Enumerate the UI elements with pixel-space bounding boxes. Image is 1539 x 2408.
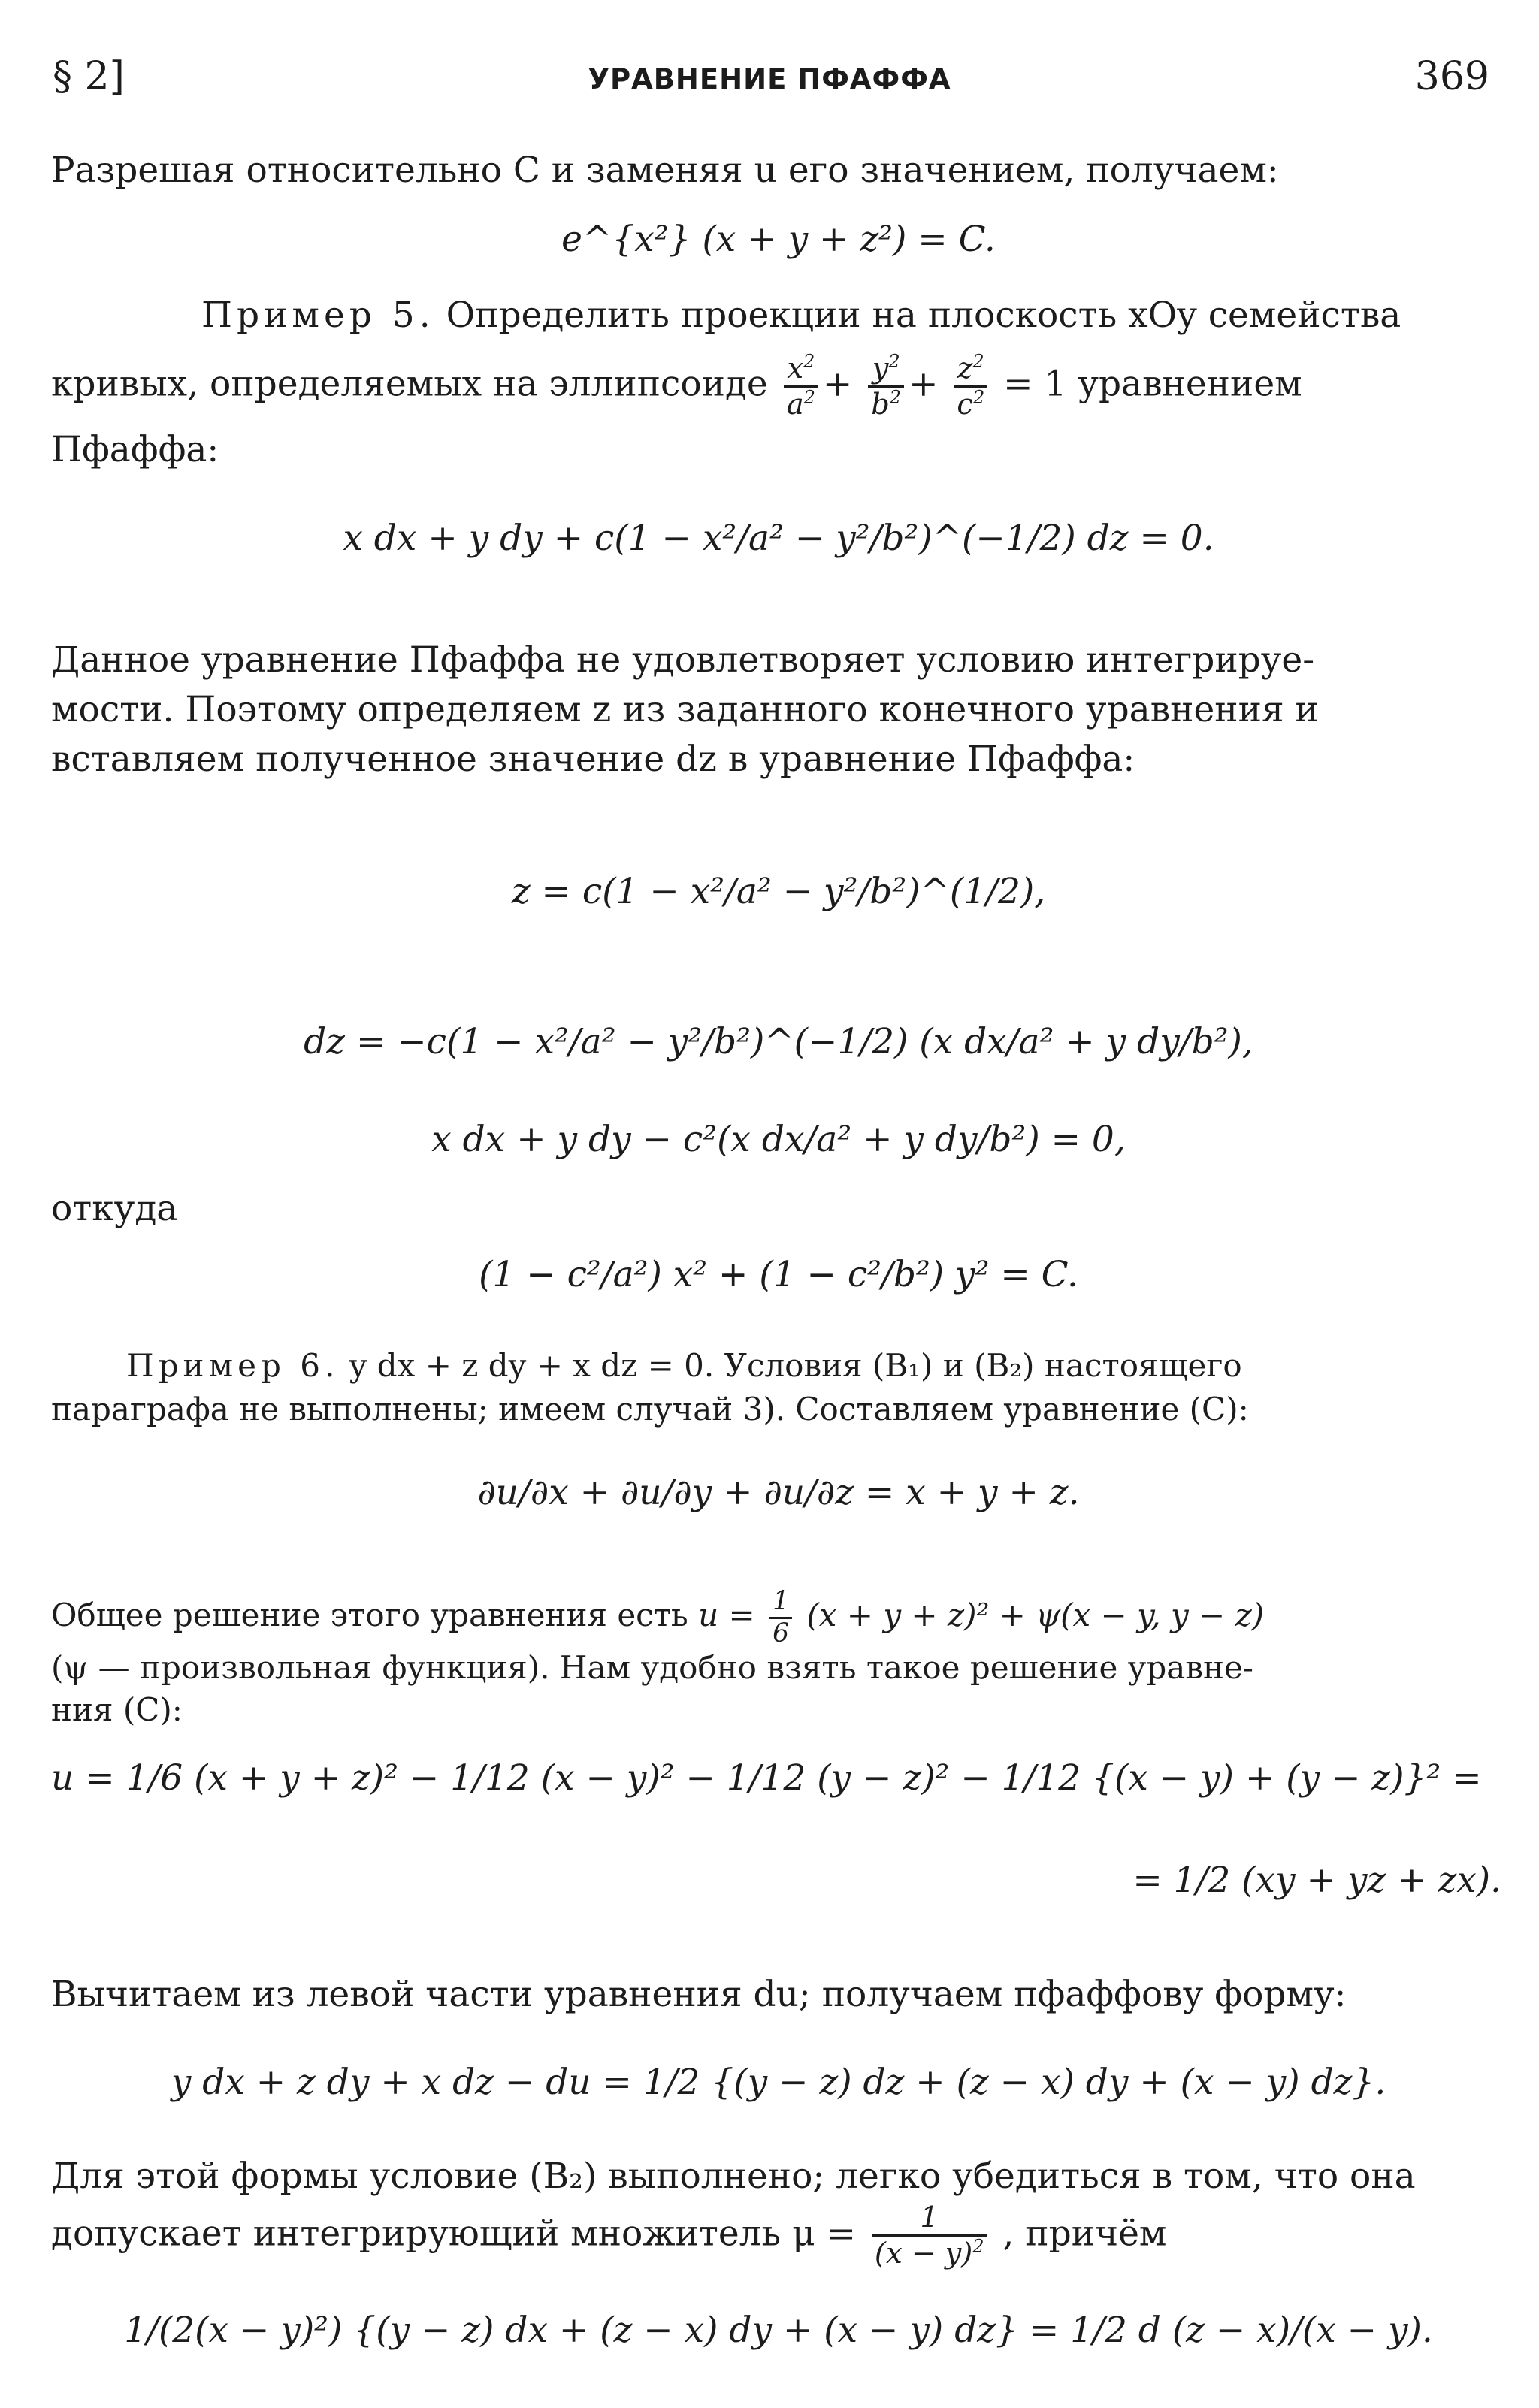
equation-1: e^{x²} (x + y + z²) = C. <box>561 219 996 260</box>
paragraph-3-line-1 <box>51 1587 1506 1648</box>
paragraph-5-line-2 <box>51 2201 1506 2271</box>
paragraph-5-text: допускает интегрирующий множитель μ = <box>51 2213 856 2255</box>
equation-4: dz = −c(1 − x²/a² − y²/b²)^(−1/2) (x dx/a² + y dy/b²), <box>304 1021 1253 1062</box>
example-6-line-1 <box>51 1348 1506 1384</box>
example-6-label: Пример 6. <box>126 1347 340 1384</box>
word-otkuda: откуда <box>51 1188 178 1229</box>
equation-5: x dx + y dy − c²(x dx/a² + y dy/b²) = 0, <box>431 1119 1126 1160</box>
equation-8-line-1: u = 1/6 (x + y + z)² − 1/12 (x − y)² − 1/12 (y − z)² − 1/12 {(x − y) + (y − z)}² = <box>51 1757 1482 1799</box>
paragraph-line: Разрешая относительно C и заменяя u его значением, получаем: <box>51 150 1279 191</box>
example-5-line-1 <box>51 295 1506 336</box>
running-title: УРАВНЕНИЕ ПФАФФА <box>588 63 951 95</box>
equation-7: ∂u/∂x + ∂u/∂y + ∂u/∂z = x + y + z. <box>477 1472 1080 1513</box>
paragraph-3-text: Общее решение этого уравнения есть <box>51 1597 688 1634</box>
example-5-line-2 <box>51 352 1506 421</box>
equation-10: 1/(2(x − y)²) {(y − z) dx + (z − x) dy + (x − y) dz} = 1/2 d (z − x)/(x − y). <box>124 2310 1433 2351</box>
ellipsoid-equation: $\frac{x^2}{a^2}$ + $\frac{y^2}{b^2}$ + $\frac{z^2}{c^2}$ <box>779 364 1003 405</box>
example-5-text-3: = 1 уравнением <box>1003 363 1302 405</box>
paragraph-line: мости. Поэтому определяем z из заданного конечного уравнения и <box>51 689 1319 730</box>
equation-3: z = c(1 − x²/a² − y²/b²)^(1/2), <box>511 871 1046 912</box>
equation-9: y dx + z dy + x dz − du = 1/2 {(y − z) dz + (z − x) dy + (x − y) dz}. <box>171 2062 1386 2103</box>
example-5-text: Определить проекции на плоскость xOy семейства <box>446 295 1401 336</box>
paragraph-line: (ψ — произвольная функция). Нам удобно взять такое решение уравне- <box>51 1649 1253 1686</box>
general-solution: u = $\frac{1}{6}$ (x + y + z)² + ψ(x − y, y − z) <box>698 1586 1265 1648</box>
integrating-factor: $\frac{1}{(x - y)^2}$ <box>872 2201 987 2271</box>
paragraph-line: Данное уравнение Пфаффа не удовлетворяет условию интегрируе- <box>51 639 1315 681</box>
paragraph-line: вставляем полученное значение dz в уравнение Пфаффа: <box>51 739 1135 780</box>
paragraph-line: Для этой формы условие (B₂) выполнено; легко убедиться в том, что она <box>51 2156 1416 2197</box>
example-5-label: Пример 5. <box>201 295 435 336</box>
example-5-line-3: Пфаффа: <box>51 429 219 470</box>
page-number: 369 <box>1414 54 1489 99</box>
paragraph-line: Вычитаем из левой части уравнения du; получаем пфаффову форму: <box>51 1974 1347 2015</box>
equation-2: x dx + y dy + c(1 − x²/a² − y²/b²)^(−1/2) dz = 0. <box>343 518 1214 559</box>
section-marker: § 2] <box>53 54 125 99</box>
example-6-text: y dx + z dy + x dz = 0. Условия (B₁) и (B₂) настоящего <box>349 1347 1242 1384</box>
example-5-text-2: кривых, определяемых на эллипсоиде <box>51 363 768 405</box>
equation-6: (1 − c²/a²) x² + (1 − c²/b²) y² = C. <box>479 1254 1078 1295</box>
equation-8-line-2: = 1/2 (xy + yz + zx). <box>1132 1860 1501 1901</box>
paragraph-line: ния (C): <box>51 1691 183 1728</box>
paragraph-5-text-2: , причём <box>1002 2213 1167 2255</box>
example-6-line-2: параграфа не выполнены; имеем случай 3). Составляем уравнение (C): <box>51 1391 1249 1428</box>
